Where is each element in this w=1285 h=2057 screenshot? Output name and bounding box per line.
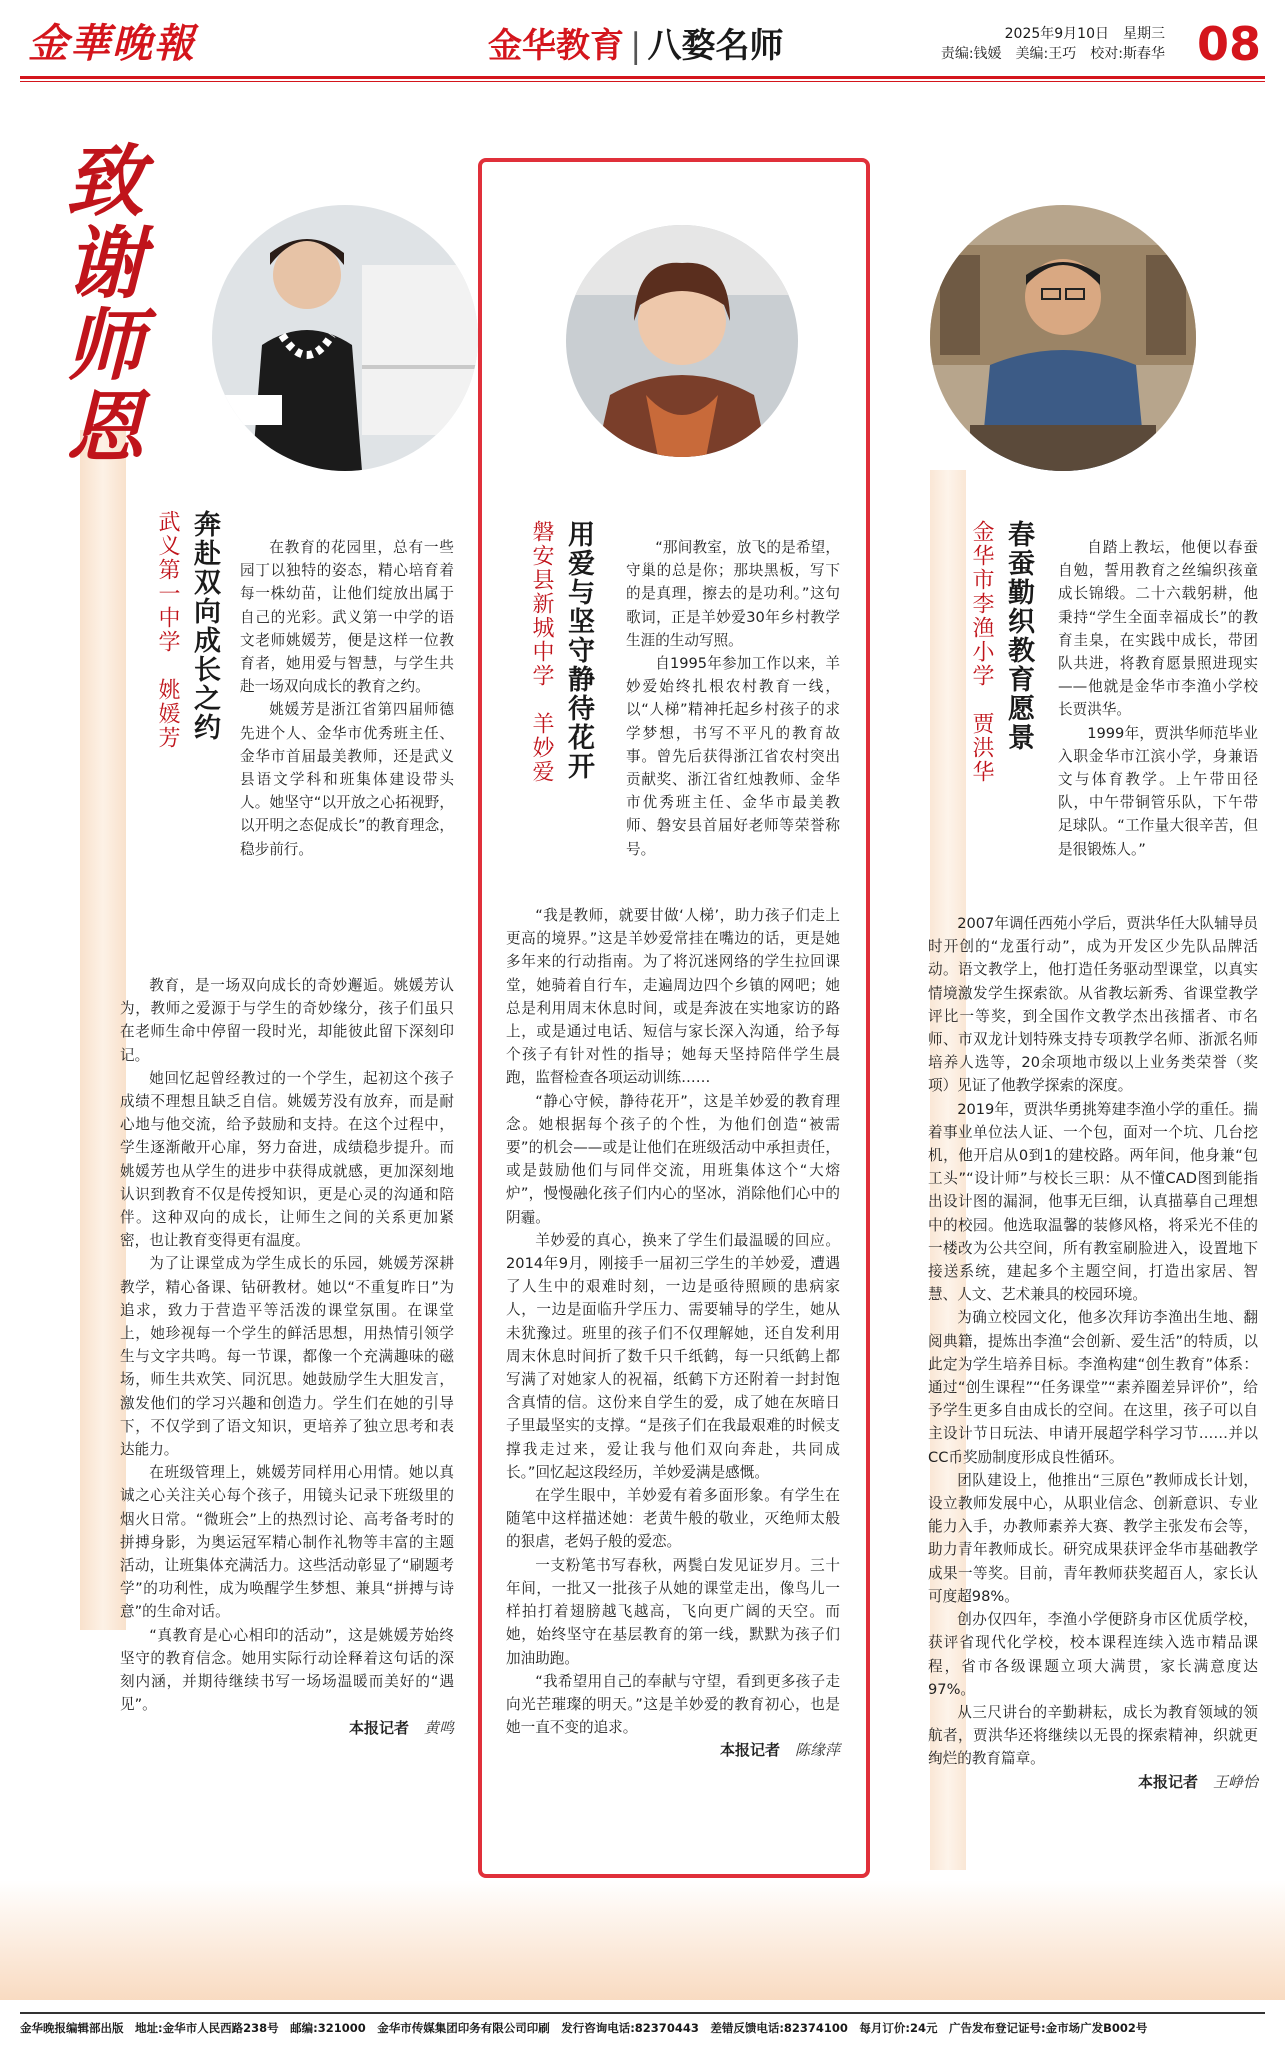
bottom-wash-decoration bbox=[0, 1880, 1285, 2000]
article-3-subtitle: 金华市李渔小学 贾洪华 bbox=[969, 520, 994, 784]
article-2-body bbox=[506, 904, 840, 1763]
article-1-lead-para: 姚媛芳是浙江省第四届师德先进个人、金华市优秀班主任、金华市首届最美教师，还是武义县语文学科和班集体建设带头人。她坚守“以开放之心拓视野，以开明之态促成长”的教育理念，稳步前行。 bbox=[240, 701, 454, 858]
article-2-byline bbox=[506, 1739, 840, 1762]
article-1-title: 奔赴双向成长之约 bbox=[189, 510, 220, 742]
article-3-lead bbox=[1058, 536, 1258, 861]
byline-name: 黄鸣 bbox=[423, 1718, 454, 1737]
article-2-lead-para: 自1995年参加工作以来，羊妙爱始终扎根农村教育一线，以“人梯”精神托起乡村孩子的求学梦想，书写不平凡的教育故事。曾先后获得浙江省农村突出贡献奖、浙江省红烛教师、金华市优秀班主任、金华市最美教师、磐安县首届好老师等荣誉称号。 bbox=[626, 655, 840, 858]
article-1-paragraph: 她回忆起曾经教过的一个学生，起初这个孩子成绩不理想且缺乏自信。姚媛芳没有放弃，而是耐心地与他交流，给予鼓励和支持。在这个过程中，学生逐渐敞开心扉，努力奋进，成绩稳步提升。而姚媛芳也从学生的进步中获得成就感，更加深刻地认识到教育不仅是传授知识，更是心灵的沟通和陪伴。这种双向的成长，让师生之间的关系更加紧密，也让教育变得更有温度。 bbox=[120, 1069, 454, 1250]
section-separator: | bbox=[630, 26, 642, 66]
article-1-paragraph: 为了让课堂成为学生成长的乐园，姚媛芳深耕教学，精心备课、钻研教材。她以“不重复昨日”为追求，致力于营造平等活泼的课堂氛围。在课堂上，她珍视每一个学生的鲜活思想，用热情引领学生与文字共鸣。每一节课，都像一个充满趣味的磁场，师生共欢笑、同沉思。她鼓励学生大胆发言，激发他们的学习兴趣和创造力。学生们在她的引导下，不仅学到了语文知识，更培养了独立思考和表达能力。 bbox=[120, 1255, 454, 1459]
section-column-name: 八婺名师 bbox=[647, 26, 784, 66]
article-1-paragraph: 教育，是一场双向成长的奇妙邂逅。姚媛芳认为，教师之爱源于与学生的奇妙缘分，孩子们虽只在老师生命中停留一段时光，却能彼此留下深刻印记。 bbox=[120, 977, 454, 1064]
header-divider-thin bbox=[20, 81, 1265, 82]
byline-label: 本报记者 bbox=[1137, 1772, 1198, 1791]
article-3-lead-para: 自踏上教坛，他便以春蚕自勉，誓用教育之丝编织孩童成长锦缎。二十六载躬耕，他秉持“学生全面幸福成长”的教育圭臬，在实践中成长，带团队共进，将教育愿景照进现实——他就是金华市李渔小学校长贾洪华。 bbox=[1058, 539, 1258, 719]
masthead-logo: 金華晚報 bbox=[28, 20, 196, 67]
footer-divider bbox=[20, 2012, 1265, 2014]
article-2-subtitle: 磐安县新城中学 羊妙爱 bbox=[529, 520, 554, 784]
article-1-byline bbox=[120, 1717, 454, 1740]
article-3-byline bbox=[928, 1771, 1258, 1794]
article-2-paragraph: “我希望用自己的奉献与守望，看到更多孩子走向光芒璀璨的明天。”这是羊妙爱的教育初心，也是她一直不变的追求。 bbox=[506, 1672, 840, 1737]
article-2-title: 用爱与坚守静待花开 bbox=[563, 520, 594, 781]
article-1-paragraph: 在班级管理上，姚媛芳同样用心用情。她以真诚之心关注关心每个孩子，用镜头记录下班级里的烟火日常。“微班会”上的热烈讨论、高考备考时的拼搏身影，为奥运冠军精心制作礼物等丰富的主题活动，让班集体充满活力。这些活动彰显了“刷题考学”的功利性，成为唤醒学生梦想、兼具“拼搏与诗意”的生命对话。 bbox=[120, 1464, 454, 1621]
article-3-paragraph: 为确立校园文化，他多次拜访李渔出生地、翻阅典籍，提炼出李渔“会创新、爱生活”的特质，以此定为学生培养目标。李渔构建“创生教育”体系：通过“创生课程”“任务课堂”“素养圈差异评价”，给予学生更多自由成长的空间。在这里，孩子可以自主设计节日玩法、申请开展超学科学习节……并以CC币奖励制度形成良性循环。 bbox=[928, 1309, 1258, 1466]
article-2-paragraph: 一支粉笔书写春秋，两鬓白发见证岁月。三十年间，一批又一批孩子从她的课堂走出，像鸟儿一样拍打着翅膀越飞越高，飞向更广阔的天空。而她，始终坚守在基层教育的第一线，默默为孩子们加油助跑。 bbox=[506, 1556, 840, 1667]
byline-label: 本报记者 bbox=[719, 1741, 780, 1760]
article-3-lead-para: 1999年，贾洪华师范毕业入职金华市江滨小学，身兼语文与体育教学。上午带田径队，中午带铜管乐队，下午带足球队。“工作量大很辛苦，但是很锻炼人。” bbox=[1058, 724, 1258, 858]
article-2-paragraph: 在学生眼中，羊妙爱有着多面形象。有学生在随笔中这样描述她：老黄牛般的敬业，灭绝师太般的狠虐，老妈子般的爱恋。 bbox=[506, 1487, 840, 1551]
page-number: 08 bbox=[1196, 17, 1261, 71]
article-3-paragraph: 创办仅四年，李渔小学便跻身市区优质学校，获评省现代化学校，校本课程连续入选市精品课程，省市各级课题立项大满贯，家长满意度达97%。 bbox=[928, 1611, 1258, 1698]
article-1-body bbox=[120, 974, 454, 1740]
issue-date: 2025年9月10日 星期三 bbox=[1004, 26, 1165, 42]
section-name: 金华教育 bbox=[488, 26, 624, 66]
header-meta bbox=[941, 24, 1165, 64]
article-1-paragraph: “真教育是心心相印的活动”，这是姚媛芳始终坚守的教育信念。她用实际行动诠释着这句话的深刻内涵，并期待继续书写一场场温暖而美好的“遇见”。 bbox=[120, 1626, 454, 1714]
article-2-paragraph: “我是教师，就要甘做‘人梯’，助力孩子们走上更高的境界。”这是羊妙爱常挂在嘴边的话，更是她多年来的行动指南。为了将沉迷网络的学生拉回课堂，她骑着自行车，走遍周边四个乡镇的网吧；她总是利用周末休息时间，或是奔波在实地家访的路上，或是通过电话、短信与家长深入沟通，给予每个孩子有针对性的指导；她每天坚持陪伴学生晨跑，监督检查各项运动训练…… bbox=[506, 907, 840, 1087]
article-3-paragraph: 团队建设上，他推出“三原色”教师成长计划，设立教师发展中心，从职业信念、创新意识、专业能力入手，办教师素养大赛、教学主张发布会等，助力青年教师成长。研究成果获评金华市基础教学成果一等奖。目前，青年教师获奖超百人，家长认可度超98%。 bbox=[928, 1471, 1258, 1605]
editors-credit: 责编:钱媛 美编:王巧 校对:斯春华 bbox=[940, 46, 1165, 62]
article-1-lead-para: 在教育的花园里，总有一些园丁以独特的姿态，精心培育着每一株幼苗，让他们绽放出属于自己的光彩。武义第一中学的语文老师姚媛芳，便是这样一位教育者，她用爱与智慧，与学生共赴一场双向成长的教育之约。 bbox=[240, 539, 454, 696]
section-title bbox=[488, 22, 783, 70]
article-1-subtitle: 武义第一中学 姚媛芳 bbox=[155, 510, 180, 750]
byline-label: 本报记者 bbox=[348, 1718, 409, 1737]
teacher-photo-yao bbox=[212, 205, 478, 471]
article-2-lead-para: “那间教室，放飞的是希望，守巢的总是你；那块黑板，写下的是真理，擦去的是功利。”这句歌词，正是羊妙爱30年乡村教学生涯的生动写照。 bbox=[626, 539, 840, 649]
article-3-paragraph: 从三尺讲台的辛勤耕耘，成长为教育领域的领航者，贾洪华还将继续以无畏的探索精神，织就更绚烂的教育篇章。 bbox=[928, 1703, 1258, 1768]
article-1-lead bbox=[240, 536, 454, 861]
feature-title: 致谢师恩 bbox=[53, 140, 144, 468]
header-divider bbox=[20, 76, 1265, 79]
byline-name: 陈缘萍 bbox=[794, 1741, 840, 1760]
article-3-title: 春蚕勤织教育愿景 bbox=[1003, 520, 1034, 752]
article-3-body bbox=[928, 912, 1258, 1794]
article-2-paragraph: “静心守候，静待花开”，这是羊妙爱的教育理念。她根据每个孩子的个性，为他们创造“被需要”的机会——或是让他们在班级活动中承担责任，或是鼓励他们与同伴交流，用班集体这个“大熔炉”，慢慢融化孩子们内心的坚冰，消除他们心中的阴霾。 bbox=[506, 1092, 840, 1226]
article-3-paragraph: 2019年，贾洪华勇挑筹建李渔小学的重任。揣着事业单位法人证、一个包，面对一个坑、几台挖机，他开启从0到1的建校路。两年间，他身兼“包工头”“设计师”与校长三职：从不懂CAD图到能指出设计图的漏洞，他事无巨细，认真描摹自己理想中的校园。他选取温馨的装修风格，将采光不佳的一楼改为公共空间，所有教室刷脸进入，设置地下接送系统，建起多个主题空间，打造出家居、智慧、人文、艺术兼具的校园环境。 bbox=[928, 1100, 1258, 1304]
teacher-photo-jia bbox=[930, 205, 1196, 471]
article-2-lead bbox=[626, 536, 840, 861]
article-3-paragraph: 2007年调任西苑小学后，贾洪华任大队辅导员时开创的“龙蛋行动”，成为开发区少先队品牌活动。语文教学上，他打造任务驱动型课堂，以真实情境激发学生探索欲。从省教坛新秀、省课堂教学评比一等奖，到全国作文教学杰出孩擂者、市名师、市双龙计划特殊支持专项教学名师、浙派名师培养人选等，20余项地市级以上业务类荣誉（奖项）见证了他教学探索的深度。 bbox=[928, 915, 1258, 1095]
footer-imprint: 金华晚报编辑部出版 地址:金华市人民西路238号 邮编:321000 金华市传媒集团印务有限公司印刷 发行咨询电话:82370443 差错反馈电话:82374100 每月订价:24元 广告发布登记证号:金市场广发B002号 bbox=[20, 2021, 1148, 2035]
byline-name: 王峥怡 bbox=[1212, 1772, 1258, 1791]
article-2-paragraph: 羊妙爱的真心，换来了学生们最温暖的回应。2014年9月，刚接手一届初三学生的羊妙爱，遭遇了人生中的艰难时刻，一边是亟待照顾的患病家人，一边是面临升学压力、需要辅导的学生，她从未犹豫过。班里的孩子们不仅理解她，还自发利用周末休息时间折了数千只千纸鹤，每一只纸鹤上都写满了对她家人的祝福，纸鹤下方还附着一封封饱含真情的信。这份来自学生的爱，成了她在灰暗日子里最坚实的支撑。“是孩子们在我最艰难的时候支撑我走过来，爱让我与他们双向奔赴，共同成长。”回忆起这段经历，羊妙爱满是感慨。 bbox=[506, 1231, 840, 1481]
